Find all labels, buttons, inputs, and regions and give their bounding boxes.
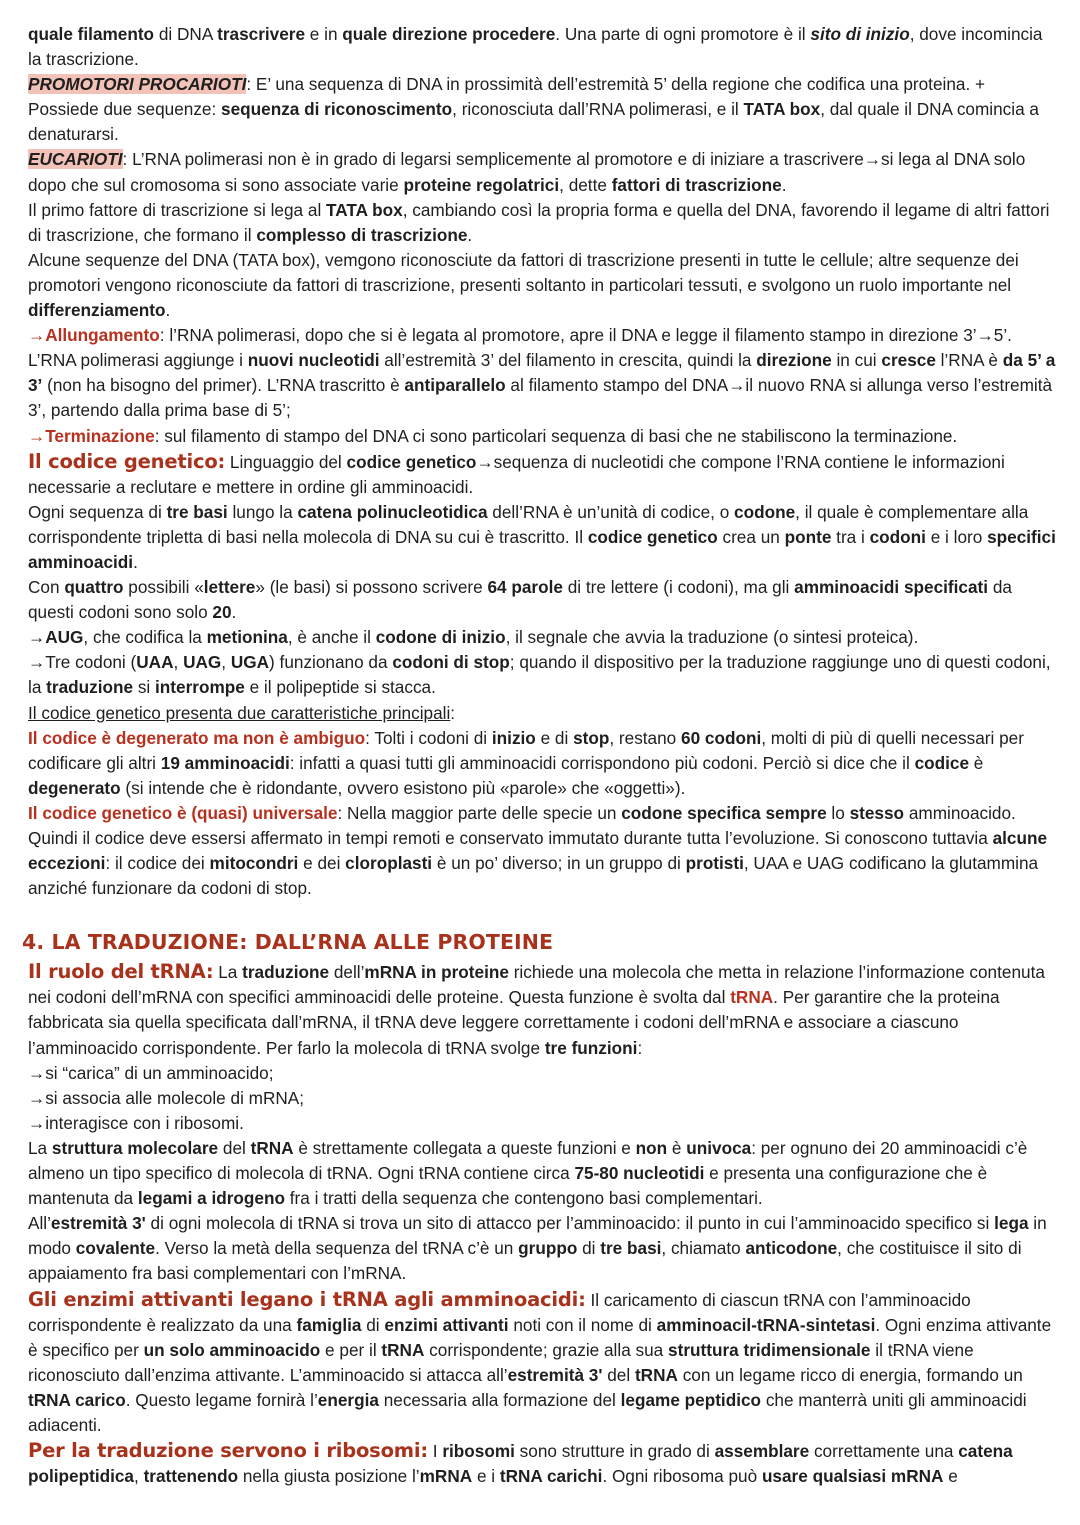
section-heading: Gli enzimi attivanti legano i tRNA agli amminoacidi:: [28, 1287, 586, 1311]
text: : E’ una sequenza di DNA in prossimità dell’estremità 5’ della regione che codifica una proteina. + Possiede due sequenze:: [28, 74, 986, 120]
text: : infatti a quasi tutti gli amminoacidi corrispondono più codoni. Perciò si dice che il: [289, 752, 915, 773]
text: e in: [305, 24, 343, 44]
text: . Ogni enzima attivante è specifico per: [28, 1314, 1052, 1360]
bold-text: gruppo: [518, 1238, 578, 1259]
text: . Per garantire che la proteina fabbricata sia quella specificata dall’mRNA, il tRNA deve leggere correttamente i codoni dell’mRNA e associare a ciascuno l’amminoacido corrispondente. Per farlo la molecola di tRNA svolge: [28, 987, 1000, 1058]
highlighted-term: PROMOTORI PROCARIOTI: [28, 74, 247, 95]
bold-text: amminoacidi specificati: [794, 577, 989, 598]
bold-text: 19 amminoacidi: [160, 752, 290, 773]
bold-text: legami a idrogeno: [137, 1188, 285, 1209]
text: : L’RNA polimerasi non è in grado di legarsi semplicemente al promotore e di iniziare a trascrivere→si lega al DNA solo dopo che sul cromosoma si sono associate varie: [28, 149, 1026, 195]
bold-text: tRNA carichi: [499, 1466, 603, 1487]
bold-text: univoca: [686, 1137, 752, 1158]
text: e: [943, 1466, 958, 1487]
red-term: Il codice genetico è (quasi) universale: [28, 802, 338, 823]
bold-text: estremità 3': [507, 1364, 603, 1385]
text: →sequenza di nucleotidi che compone l’RNA contiene le informazioni necessarie a reclutare e mettere in ordine gli amminoacidi.: [28, 451, 1005, 497]
text: nella giusta posizione l’: [238, 1466, 420, 1487]
text: e i loro: [925, 526, 988, 547]
bold-text: cloroplasti: [345, 853, 433, 874]
bold-text: ponte: [784, 526, 832, 547]
bold-text: tre funzioni: [544, 1037, 638, 1058]
text: ,: [173, 652, 184, 673]
bold-text: lettere: [203, 577, 256, 598]
text: .: [165, 300, 171, 321]
text: che manterrà uniti gli amminoacidi adiacenti.: [28, 1389, 1027, 1435]
paragraph-prokaryotic-promoters: [28, 72, 1060, 147]
bold-text: ribosomi: [442, 1441, 515, 1462]
text: e per il: [320, 1339, 382, 1360]
text: All’: [28, 1213, 51, 1234]
bold-text: nuovi nucleotidi: [247, 350, 380, 371]
text: » (le basi) si possono scrivere: [255, 577, 488, 598]
text: La: [213, 962, 243, 983]
bold-text: trascrivere: [217, 24, 306, 44]
bold-text: stop: [573, 727, 610, 748]
bold-text: 75-80 nucleotidi: [574, 1163, 705, 1184]
bold-text: specifici amminoacidi: [28, 526, 1056, 572]
paragraph-universal-code: [28, 801, 1060, 901]
text: Linguaggio del: [225, 451, 347, 472]
bold-text: fattori di trascrizione: [611, 174, 782, 195]
bold-text: UAA: [136, 652, 174, 673]
text: , è anche il: [287, 627, 376, 648]
text: ,: [134, 1466, 144, 1487]
bold-text: covalente: [75, 1238, 156, 1259]
bold-text: TATA box: [326, 199, 403, 220]
bold-text: anticodone: [745, 1238, 838, 1259]
bold-text: proteine regolatrici: [403, 174, 560, 195]
bold-text: tre basi: [166, 501, 228, 522]
text: all’estremità 3’ del filamento in crescita, quindi la: [379, 350, 757, 371]
paragraph-first-factor: [28, 198, 1060, 248]
text: da questi codoni sono solo: [28, 577, 1012, 623]
text: dell’RNA è un’unità di codice, o: [487, 501, 735, 522]
text: con un legame ricco di energia, formando un: [677, 1364, 1023, 1385]
text: : l’RNA polimerasi, dopo che si è legata al promotore, apre il DNA e legge il filamento stampo in direzione 3’→5’. L’RNA polimerasi aggiunge i: [28, 325, 1012, 371]
text: di tre lettere (i codoni), ma gli: [562, 577, 795, 598]
bold-text: TATA box: [743, 99, 821, 120]
text: dell’: [329, 962, 365, 983]
text: fra i tratti della sequenza che contengono basi complementari.: [284, 1188, 763, 1209]
bold-text: differenziamento: [28, 300, 166, 321]
bold-italic-text: sito di inizio: [810, 24, 910, 44]
bold-text: tRNA: [634, 1364, 678, 1385]
text: è un po’ diverso; in un gruppo di: [432, 853, 686, 874]
bold-text: trattenendo: [143, 1466, 239, 1487]
red-term: →Allungamento: [28, 325, 160, 346]
bold-text: un solo amminoacido: [143, 1339, 321, 1360]
paragraph-anticodon: [28, 1211, 1060, 1286]
bold-text: codone specifica sempre: [621, 802, 827, 823]
bold-text: degenerato: [28, 777, 121, 798]
bold-text: legame peptidico: [620, 1389, 762, 1410]
text: di DNA: [154, 24, 218, 44]
text: ; quando il dispositivo per la traduzione raggiunge uno di questi codoni, la: [28, 652, 1051, 698]
text: , il quale è complementare alla corrispondente tripletta di basi nella molecola di DNA su cui è trascritto. Il: [28, 501, 1029, 547]
bold-text: UAG: [183, 652, 222, 673]
text: è: [969, 752, 984, 773]
bold-text: alcune eccezioni: [28, 828, 1048, 874]
text: , dette: [559, 174, 612, 195]
bold-text: 20: [212, 602, 232, 623]
bold-text: inizio: [491, 727, 536, 748]
text: .: [467, 224, 473, 245]
bold-text: mRNA: [419, 1466, 473, 1487]
bold-text: quale filamento: [28, 24, 155, 44]
text: :: [450, 702, 456, 723]
paragraph-tata-sequences: [28, 248, 1060, 323]
text: richiede una molecola che metta in relazione l’informazione contenuta nei codoni dell’mRNA con specifici amminoacidi delle proteine. Questa funzione è svolta dal: [28, 962, 1045, 1008]
text: (si intende che è ridondante, ovvero esistono più «parole» che «oggetti»).: [120, 777, 686, 798]
text: (non ha bisogno del primer). L’RNA trascritto è: [42, 375, 405, 396]
text: .: [231, 602, 237, 623]
text: lungo la: [227, 501, 298, 522]
text: , UAA e UAG codificano la glutammina anziché funzionare da codoni di stop.: [28, 853, 1039, 899]
text: , che costituisce il sito di appaiamento fra basi complementari con l’mRNA.: [28, 1238, 1022, 1284]
text: Ogni sequenza di: [28, 501, 167, 522]
paragraph-two-features: [28, 701, 1060, 726]
text: , chiamato: [661, 1238, 746, 1259]
text: e dei: [298, 853, 346, 874]
text: .: [781, 174, 787, 195]
text: Con: [28, 577, 65, 598]
text: Il primo fattore di trascrizione si lega al: [28, 199, 327, 220]
list-item: →si associa alle molecole di mRNA;: [28, 1087, 305, 1108]
text: :: [637, 1037, 643, 1058]
bold-text: direzione: [756, 350, 832, 371]
text: La: [28, 1137, 52, 1158]
paragraph-codons: [28, 500, 1060, 575]
bold-text: tre basi: [600, 1238, 662, 1259]
text: Il caricamento di ciascun tRNA con l’amminoacido corrispondente è realizzato da una: [28, 1289, 971, 1335]
paragraph-termination: [28, 424, 1060, 449]
text: .: [133, 551, 138, 572]
red-term: Il codice è degenerato ma non è ambiguo: [28, 727, 366, 748]
text: e il polipeptide si stacca.: [244, 677, 436, 698]
text: il tRNA viene riconosciuto dall’enzima attivante. L’amminoacido si attacca all’: [28, 1339, 974, 1385]
text: Alcune sequenze del DNA (TATA box), vemgono riconosciute da fattori di trascrizione presenti in tutte le cellule; altre sequenze dei promotori vengono riconosciute da fattori di trascrizione, presenti soltanto in particolari tessuti, e svolgono un ruolo importante nel: [28, 249, 1019, 295]
section-heading: Per la traduzione servono i ribosomi:: [28, 1439, 428, 1463]
bold-text: tRNA: [250, 1137, 294, 1158]
text: , dal quale il DNA comincia a denaturarsi.: [28, 99, 1039, 145]
text: di ogni molecola di tRNA si trova un sito di attacco per l’amminoacido: il punto in cui l’amminoacido specifico si: [145, 1213, 995, 1234]
text: di: [361, 1314, 385, 1335]
text: in modo: [28, 1213, 1047, 1259]
bold-text: 60 codoni: [681, 727, 762, 748]
bold-text: antiparallelo: [404, 375, 506, 396]
bold-text: catena polinucleotidica: [297, 501, 488, 522]
bold-text: 64 parole: [487, 577, 563, 598]
text: del: [602, 1364, 635, 1385]
bold-text: stesso: [849, 802, 905, 823]
bold-text: codice genetico: [587, 526, 718, 547]
text: , molti di più di quelli necessari per codificare gli altri: [28, 727, 1024, 773]
bold-text: estremità 3': [50, 1213, 146, 1234]
text: al filamento stampo del DNA→il nuovo RNA si allunga verso l’estremità 3’, partendo dalla prima base di 5’;: [28, 375, 1053, 421]
bold-text: tRNA: [381, 1339, 425, 1360]
text: tra i: [831, 526, 870, 547]
bold-text: codoni di stop: [392, 652, 510, 673]
bold-text: enzimi attivanti: [384, 1314, 509, 1335]
paragraph-promoter-intro: [28, 22, 1060, 72]
bold-text: traduzione: [242, 962, 330, 983]
text: sono strutture in grado di: [514, 1441, 715, 1462]
text: l’RNA è: [935, 350, 1003, 371]
bold-text: complesso di trascrizione: [256, 224, 468, 245]
paragraph-trna-role: [28, 959, 1060, 1060]
text: : il codice dei: [105, 853, 210, 874]
red-term: tRNA: [730, 987, 774, 1008]
text: lo: [826, 802, 850, 823]
paragraph-eukaryotes: [28, 147, 1060, 197]
paragraph-degenerate-code: [28, 726, 1060, 801]
paragraph-elongation: [28, 323, 1060, 423]
text: , dove incomincia la trascrizione.: [28, 24, 1043, 70]
text: amminoacido. Quindi il codice deve essersi affermato in tempi remoti e conservato immutato durante tutta l’evoluzione. Si conoscono tuttavia: [28, 802, 1016, 848]
text: crea un: [717, 526, 785, 547]
text: noti con il nome di: [508, 1314, 657, 1335]
bold-text: mitocondri: [209, 853, 299, 874]
bold-text: catena polipeptidica: [28, 1441, 1013, 1487]
highlighted-term: EUCARIOTI: [28, 149, 123, 170]
paragraph-genetic-code: [28, 449, 1060, 500]
list-item: →si “carica” di un amminoacido;: [28, 1062, 274, 1083]
text: , il segnale che avvia la traduzione (o sintesi proteica).: [505, 627, 919, 648]
bold-text: codone di inizio: [375, 627, 506, 648]
list-item: →interagisce con i ribosomi.: [28, 1112, 244, 1133]
text: necessaria alla formazione del: [378, 1389, 621, 1410]
bold-text: AUG: [45, 627, 84, 648]
text: . Ogni ribosoma può: [602, 1466, 762, 1487]
bold-text: famiglia: [296, 1314, 362, 1335]
bold-text: assemblare: [714, 1441, 810, 1462]
bold-text: traduzione: [46, 677, 134, 698]
red-term: →Terminazione: [28, 425, 155, 446]
text: e presenta una configurazione che è mantenuta da: [28, 1163, 988, 1209]
bold-text: codoni: [869, 526, 926, 547]
bold-text: codone: [734, 501, 796, 522]
paragraph-ribosomes: [28, 1438, 1060, 1489]
text: e di: [535, 727, 574, 748]
text: possibili «: [123, 577, 204, 598]
section-heading: Il codice genetico:: [28, 449, 226, 473]
text: corrispondente; grazie alla sua: [424, 1339, 669, 1360]
bold-text: UGA: [230, 652, 270, 673]
bold-text: da 5’ a 3’: [28, 350, 1056, 396]
bold-text: tRNA carico: [28, 1389, 126, 1410]
text: , cambiando così la propria forma e quella del DNA, favorendo il legame di altri fattori di trascrizione, che formano il: [28, 199, 1050, 245]
bold-text: energia: [317, 1389, 379, 1410]
bold-text: quale direzione procedere: [342, 24, 556, 44]
bold-text: mRNA in proteine: [364, 962, 509, 983]
text: : sul filamento di stampo del DNA ci sono particolari sequenza di basi che ne stabiliscono la terminazione.: [154, 425, 958, 446]
bold-text: amminoacil-tRNA-sintetasi: [656, 1314, 876, 1335]
bold-text: usare qualsiasi mRNA: [761, 1466, 944, 1487]
text: , riconosciuta dall’RNA polimerasi, e il: [452, 99, 744, 120]
text: è strettamente collegata a queste funzioni e: [293, 1137, 636, 1158]
bold-text: sequenza di riconoscimento: [221, 99, 453, 120]
text: , restano: [609, 727, 682, 748]
bold-text: lega: [994, 1213, 1029, 1234]
text: : Nella maggior parte delle specie un: [337, 802, 622, 823]
paragraph-64-words: [28, 575, 1060, 625]
bold-text: protisti: [685, 853, 744, 874]
text: I: [427, 1441, 443, 1462]
section-heading: Il ruolo del tRNA:: [28, 960, 214, 984]
text: si: [133, 677, 156, 698]
text: →Tre codoni (: [28, 652, 137, 673]
text: . Una parte di ogni promotore è il: [555, 24, 811, 44]
text: : Tolti i codoni di: [365, 727, 492, 748]
paragraph-start-codon: [28, 625, 1060, 650]
text: in cui: [831, 350, 882, 371]
text: e i: [472, 1466, 500, 1487]
bold-text: quattro: [64, 577, 124, 598]
bold-text: codice: [914, 752, 970, 773]
text: : per ognuno dei 20 amminoacidi c’è almeno un tipo specifico di molecola di tRNA. Ogni tRNA contiene circa: [28, 1137, 1028, 1184]
text: del: [218, 1137, 251, 1158]
bold-text: struttura tridimensionale: [668, 1339, 871, 1360]
bold-text: cresce: [881, 350, 936, 371]
text: . Questo legame fornirà l’: [125, 1389, 318, 1410]
bold-text: interrompe: [155, 677, 245, 698]
text: , che codifica la: [83, 627, 207, 648]
text: è: [667, 1137, 687, 1158]
text: ) funzionano da: [269, 652, 393, 673]
bold-text: non: [635, 1137, 668, 1158]
underlined-text: Il codice genetico presenta due caratteristiche principali: [28, 702, 451, 723]
bold-text: struttura molecolare: [51, 1137, 219, 1158]
paragraph-activating-enzymes: [28, 1287, 1060, 1439]
bold-text: codice genetico: [346, 451, 477, 472]
text: di: [577, 1238, 601, 1259]
bold-text: metionina: [206, 627, 288, 648]
text: →: [28, 627, 46, 648]
chapter-heading: 4. LA TRADUZIONE: DALL’RNA ALLE PROTEINE: [22, 930, 554, 955]
text: ,: [221, 652, 231, 673]
paragraph-stop-codons: [28, 650, 1060, 700]
paragraph-trna-structure: [28, 1136, 1060, 1211]
text: . Verso la metà della sequenza del tRNA c’è un: [155, 1238, 519, 1259]
text: correttamente una: [809, 1441, 959, 1462]
